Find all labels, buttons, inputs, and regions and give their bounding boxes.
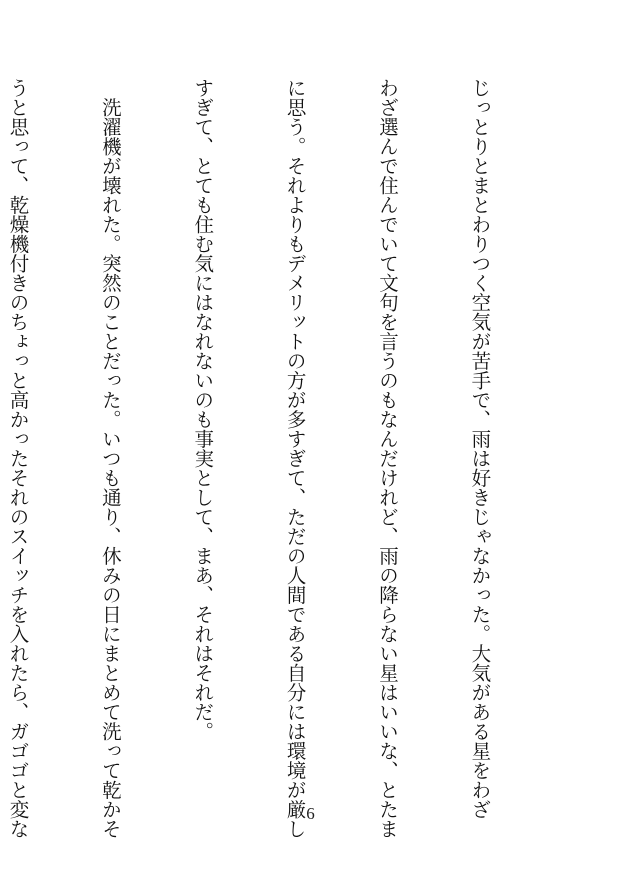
text-column-1: じっとりとまとわりつく空気が苦手で、雨は好きじゃなかった。大気がある星をわざ [468,78,492,819]
text-column-2: わざ選んで住んでいて文句を言うのもなんだけれど、雨の降らない星はいいな、とたま [376,78,400,839]
text-column-3: に思う。それよりもデメリットの方が多すぎて、ただの人間である自分には環境が厳し [283,78,307,839]
vertical-text-body [6,78,556,839]
page-number: 6 [306,804,315,823]
text-column-6: うと思って、乾燥機付きのちょっと高かったそれのスイッチを入れたら、ガゴゴと変な [6,78,30,839]
text-column-4: すぎて、とても住む気にはなれないのも事実として、まあ、それはそれだ。 [191,78,215,741]
text-column-5: 洗濯機が壊れた。突然のことだった。いつも通り、休みの日にまとめて洗って乾かそ [98,78,122,839]
